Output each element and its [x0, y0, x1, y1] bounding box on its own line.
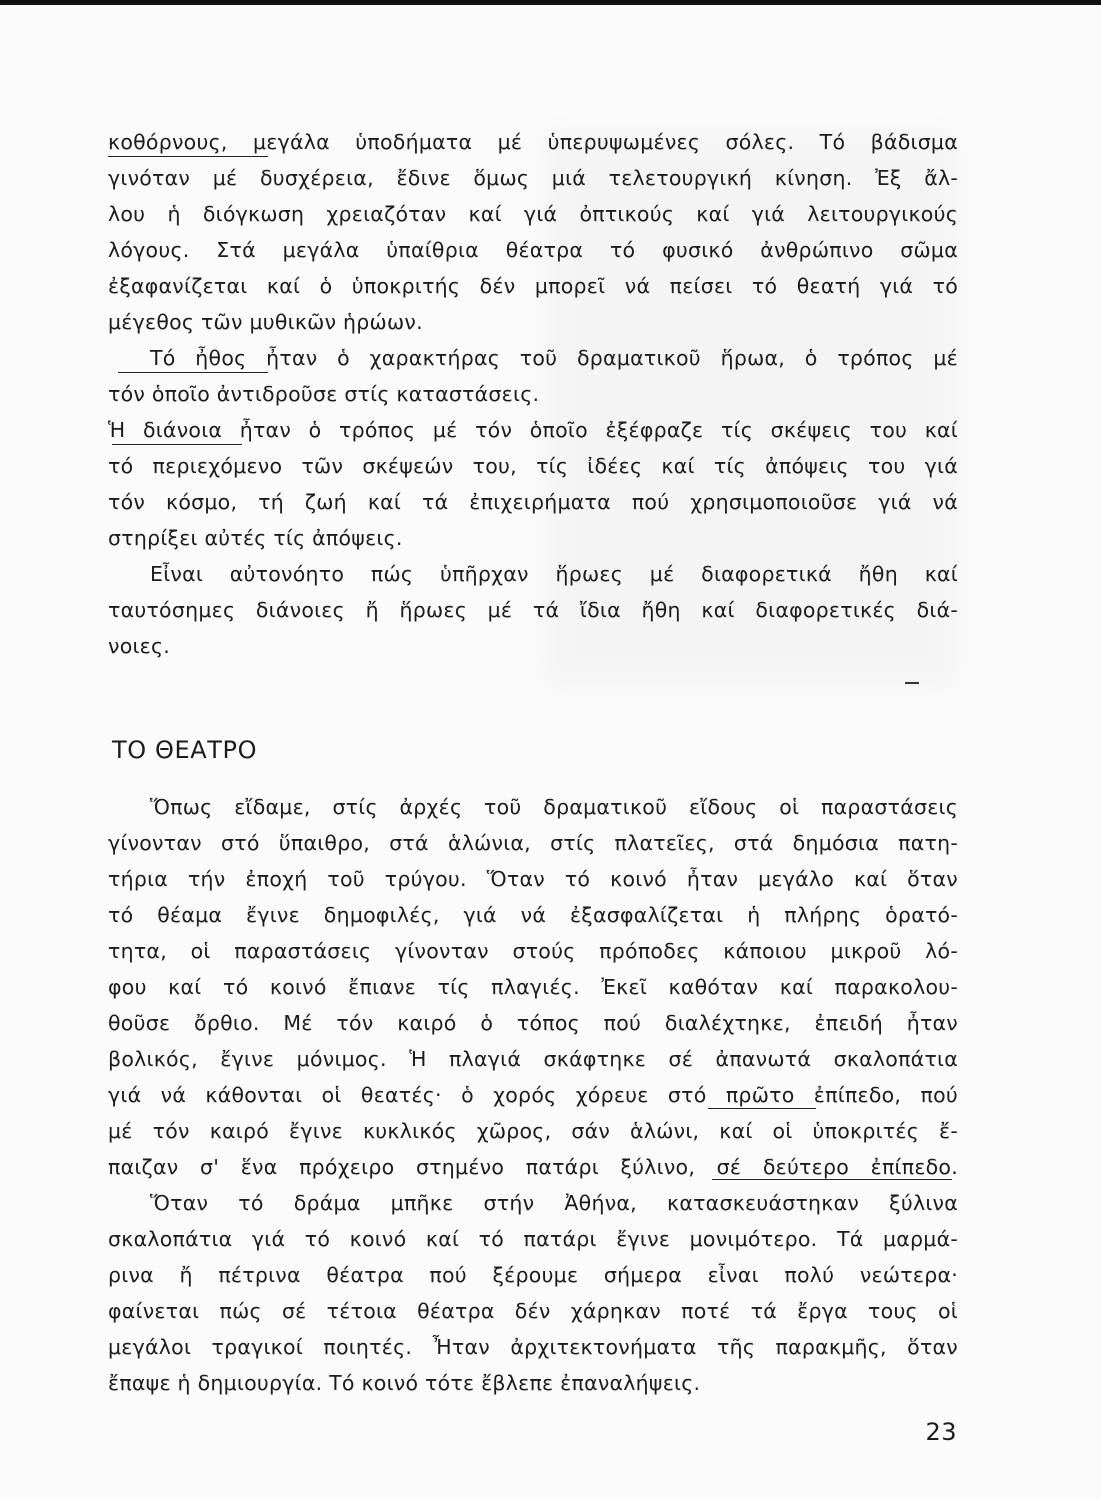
text-line: θοῦσε ὄρθιο. Μέ τόν καιρό ὁ τόπος πού διαλέχτηκε, ἐπειδή ἦταν	[108, 1011, 958, 1035]
text-line: ἔπαψε ἡ δημιουργία. Τό κοινό τότε ἔβλεπε ἐπαναλήψεις.	[108, 1371, 701, 1395]
text-line: μέγεθος τῶν μυθικῶν ἡρώων.	[108, 310, 423, 334]
pencil-underline	[708, 1108, 816, 1109]
text-line: λου ἡ διόγκωση χρειαζόταν καί γιά ὀπτικούς καί γιά λειτουργικούς	[108, 202, 958, 226]
text-line: παιζαν σ' ἕνα πρόχειρο στημένο πατάρι ξύλινο, σέ δεύτερο ἐπίπεδο.	[108, 1155, 958, 1179]
text-line: Ἡ διάνοια ἦταν ὁ τρόπος μέ τόν ὁποῖο ἐξέφραζε τίς σκέψεις του καί	[108, 418, 958, 442]
text-line: γινόταν μέ δυσχέρεια, ἔδινε ὅμως μιά τελετουργική κίνηση. Ἐξ ἄλ-	[108, 166, 958, 190]
text-line: ταυτόσημες διάνοιες ἤ ἥρωες μέ τά ἴδια ἤθη καί διαφορετικές διά-	[108, 598, 958, 622]
text-line: Εἶναι αὐτονόητο πώς ὑπῆρχαν ἥρωες μέ διαφορετικά ἤθη καί	[150, 562, 958, 586]
text-line: λόγους. Στά μεγάλα ὑπαίθρια θέατρα τό φυσικό ἀνθρώπινο σῶμα	[108, 238, 958, 262]
page-number: 23	[925, 1418, 957, 1446]
text-line: σκαλοπάτια γιά τό κοινό καί τό πατάρι ἔγινε μονιμότερο. Τά μαρμά-	[108, 1227, 958, 1251]
text-line: γιά νά κάθονται οἱ θεατές· ὁ χορός χόρευε στό πρῶτο ἐπίπεδο, πού	[108, 1083, 958, 1107]
text-line: μεγάλοι τραγικοί ποιητές. Ἦταν ἀρχιτεκτονήματα τῆς παρακμῆς, ὅταν	[108, 1335, 958, 1359]
pencil-underline	[112, 444, 242, 445]
text-line: βολικός, ἔγινε μόνιμος. Ἡ πλαγιά σκάφτηκε σέ ἀπανωτά σκαλοπάτια	[108, 1047, 958, 1071]
text-line: τό θέαμα ἔγινε δημοφιλές, γιά νά ἐξασφαλίζεται ἡ πλήρης ὁρατό-	[108, 903, 958, 927]
text-line: Ὅπως εἴδαμε, στίς ἀρχές τοῦ δραματικοῦ εἴδους οἱ παραστάσεις	[150, 795, 958, 819]
margin-dash	[905, 682, 919, 684]
text-line: γίνονταν στό ὕπαιθρο, στά ἁλώνια, στίς πλατεῖες, στά δημόσια πατη-	[108, 831, 958, 855]
pencil-underline	[118, 372, 268, 373]
text-line: μέ τόν καιρό ἔγινε κυκλικός χῶρος, σάν ἁλώνι, καί οἱ ὑποκριτές ἔ-	[108, 1119, 958, 1143]
text-line: κοθόρνους, μεγάλα ὑποδήματα μέ ὑπερυψωμένες σόλες. Τό βάδισμα	[108, 130, 958, 154]
pencil-underline	[108, 156, 268, 157]
text-line: ρινα ἤ πέτρινα θέατρα πού ξέρουμε σήμερα εἶναι πολύ νεώτερα·	[108, 1263, 958, 1287]
text-line: νοιες.	[108, 634, 171, 658]
scan-top-edge	[0, 0, 1101, 5]
text-line: τό περιεχόμενο τῶν σκέψεών του, τίς ἰδέες καί τίς ἀπόψεις του γιά	[108, 454, 958, 478]
text-line: ἐξαφανίζεται καί ὁ ὑποκριτής δέν μπορεῖ νά πείσει τό θεατή γιά τό	[108, 274, 958, 298]
text-line: φου καί τό κοινό ἔπιανε τίς πλαγιές. Ἐκεῖ καθόταν καί παρακολου-	[108, 975, 958, 999]
text-line: φαίνεται πώς σέ τέτοια θέατρα δέν χάρηκαν ποτέ τά ἔργα τους οἱ	[108, 1299, 958, 1323]
text-line: τήρια τήν ἐποχή τοῦ τρύγου. Ὅταν τό κοινό ἦταν μεγάλο καί ὅταν	[108, 867, 958, 891]
text-line: Τό ἦθος ἦταν ὁ χαρακτήρας τοῦ δραματικοῦ ἥρωα, ὁ τρόπος μέ	[150, 346, 958, 370]
text-line: στηρίξει αὐτές τίς ἀπόψεις.	[108, 526, 403, 550]
text-line: Ὅταν τό δράμα μπῆκε στήν Ἀθήνα, κατασκευάστηκαν ξύλινα	[150, 1191, 958, 1215]
pencil-underline	[712, 1179, 952, 1180]
text-line: τητα, οἱ παραστάσεις γίνονταν στούς πρόποδες κάποιου μικροῦ λό-	[108, 939, 958, 963]
text-line: τόν κόσμο, τή ζωή καί τά ἐπιχειρήματα πού χρησιμοποιοῦσε γιά νά	[108, 490, 958, 514]
text-line: τόν ὁποῖο ἀντιδροῦσε στίς καταστάσεις.	[108, 382, 540, 406]
section-heading: ΤΟ ΘΕΑΤΡΟ	[112, 736, 258, 764]
